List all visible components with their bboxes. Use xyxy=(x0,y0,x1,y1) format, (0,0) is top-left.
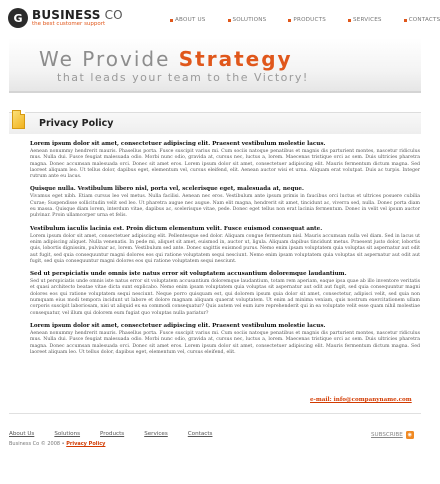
contact-email-link[interactable]: e-mail: info@companyname.com xyxy=(310,397,412,403)
logo[interactable] xyxy=(8,8,123,28)
policy-section xyxy=(30,185,420,219)
square-bullet-icon xyxy=(228,19,231,22)
section-body: Lorem ipsum dolor sit amet, consectetuer adipiscing elit. Pellentesque sed dolor. Aliquam congue fermentum nisl. Mauris accumsan nulla vel diam. Sed in lacus ut enim adipiscing aliquet. Nulla venenatis. In pede mi, aliquet sit amet, euismod in, auctor ut, ligula. Aliquam dapibus tincidunt metus. Praesent justo dolor, lobortis quis, lobortis dignissim, pulvinar ac, lorem. Vestibulum sed ante. Donec sagittis euismod purus. Nemo enim ipsam voluptatem quia voluptas sit aspernatur aut odit aut fugit, sed quia consequuntur magni dolores eos qui ratione voluptatem sequi nesciunt. Nemo enim ipsam voluptatem quia voluptas sit aspernatur aut odit aut fugit, sed quia consequuntur magni dolores eos qui ratione voluptatem sequi nesciunt. xyxy=(30,233,420,264)
site-header xyxy=(0,0,440,36)
document-icon xyxy=(12,110,25,129)
footer-link-services[interactable]: Services xyxy=(144,431,168,437)
page-title-bar xyxy=(9,112,421,134)
footer-link-contacts[interactable]: Contacts xyxy=(187,431,213,437)
banner-accent: Strategy xyxy=(178,47,293,71)
rss-icon[interactable]: ◉ xyxy=(407,431,412,438)
footer-divider xyxy=(9,413,421,414)
square-bullet-icon xyxy=(170,19,173,22)
policy-section xyxy=(30,140,420,180)
top-navigation xyxy=(170,17,440,23)
section-body: Aenean nonummy hendrerit mauris. Phasellus porta. Fusce suscipit varius mi. Cum sociis natoque penatibus et magnis dis parturient montes, nascetur ridiculus mus. Nulla dui. Fusce feugiat malesuada odio. Morbi nunc odio, gravida at, cursus nec, luctus a, lorem. Maecenas tristique orci ac sem. Duis ultricies pharetra magna. Donec accumsan malesuada orci. Donec sit amet eros. Lorem ipsum dolor sit amet, consectetuer adipiscing elit. Mauris fermentum dictum magna. Sed laoreet aliquam leo. Ut tellus dolor, dapibus eget, elementum vel, cursus eleifend, elit. xyxy=(30,330,420,355)
nav-products[interactable]: PRODUCTS xyxy=(288,17,326,23)
hero-banner xyxy=(9,38,421,93)
section-heading: Sed ut perspiciatis unde omnis iste natus error sit voluptatem accusantium doloremque laudantium. xyxy=(30,271,347,278)
logo-circle-icon: G xyxy=(8,8,28,28)
brand-tagline: the best customer support xyxy=(32,20,106,27)
banner-subheadline: that leads your team to the Victory! xyxy=(57,71,309,84)
policy-content xyxy=(30,140,420,402)
nav-contacts[interactable]: CONTACTS xyxy=(404,17,440,23)
page-title: Privacy Policy xyxy=(39,118,114,129)
subscribe-link[interactable]: SUBSCRIBE xyxy=(371,432,403,438)
nav-services[interactable]: SERVICES xyxy=(348,17,382,23)
square-bullet-icon xyxy=(288,19,291,22)
footer-link-products[interactable]: Products xyxy=(100,431,125,437)
policy-section xyxy=(30,225,420,265)
nav-about-us[interactable]: ABOUT US xyxy=(170,17,206,23)
footer-link-solutions[interactable]: Solutions xyxy=(54,431,81,437)
policy-section xyxy=(30,270,420,317)
section-body: Vivamus eget nibh. Etiam cursus leo vel metus. Nulla facilisi. Aenean nec eros. Vestibulum ante ipsum primis in faucibus orci luctus et ultrices posuere cubilia Curae; Suspendisse sollicitudin velit sed leo. Ut pharetra augue nec augue. Nam elit magna, hendrerit sit amet, tincidunt ac, viverra sed, nulla. Donec porta diam eu massa. Quisque diam lorem, interdum vitae, dapibus ac, scelerisque vitae, pede. Donec eget tellus non erat lacinia fermentum. Donec in velit vel ipsum auctor pulvinar. Proin ullamcorper urna et felis. xyxy=(30,194,420,219)
section-body: Aenean nonummy hendrerit mauris. Phasellus porta. Fusce suscipit varius mi. Cum sociis natoque penatibus et magnis dis parturient montes, nascetur ridiculus mus. Nulla dui. Fusce feugiat malesuada odio. Morbi nunc odio, gravida at, cursus nec, luctus a, lorem. Maecenas tristique orci ac sem. Duis ultricies pharetra magna. Donec accumsan malesuada orci. Donec sit amet eros. Lorem ipsum dolor sit amet, consectetuer adipiscing elit. Mauris fermentum dictum magna. Sed laoreet aliquam leo. Ut tellus dolor, dapibus eget, elementum vel, cursus eleifend, elit. Aenean auctor wisi et urna. Aliquam erat volutpat. Duis ac turpis. Integer rutrum ante eu lacus. xyxy=(30,149,420,180)
privacy-policy-link[interactable]: Privacy Policy xyxy=(66,441,106,447)
section-heading: Lorem ipsum dolor sit amet, consectetuer adipiscing elit. Praesent vestibulum molestie lacus. xyxy=(30,141,326,147)
square-bullet-icon xyxy=(348,19,351,22)
policy-section xyxy=(30,322,420,356)
subscribe xyxy=(371,431,414,439)
footer-navigation xyxy=(9,431,232,437)
nav-solutions[interactable]: SOLUTIONS xyxy=(228,17,267,23)
banner-headline: We Provide Strategy xyxy=(39,47,293,71)
section-heading: Quisque nulla. Vestibulum libero nisl, porta vel, scelerisque eget, malesuada at, neque. xyxy=(30,186,304,193)
section-heading: Vestibulum iaculis lacinia est. Proin dictum elementum velit. Fusce euismod consequat ante. xyxy=(30,225,323,232)
brand-name: BUSINESS CO xyxy=(32,7,123,22)
footer-link-about-us[interactable]: About Us xyxy=(9,431,35,437)
copyright: Business Co © 2008 • Privacy Policy xyxy=(9,441,106,447)
section-heading: Lorem ipsum dolor sit amet, consectetuer adipiscing elit. Praesent vestibulum molestie lacus. xyxy=(30,322,326,329)
section-body: Sed ut perspiciatis unde omnis iste natus error sit voluptatem accusantium doloremque laudantium, totam rem aperiam, eaque ipsa quae ab illo inventore veritatis et quasi architecto beatae vitae dicta sunt explicabo. Nemo enim ipsam voluptatem quia voluptas sit aspernatur aut odit aut fugit, sed quia consequuntur magni dolores eos qui ratione voluptatem sequi nesciunt. Neque porro quisquam est, qui dolorem ipsum quia dolor sit amet, consectetur, adipisci velit, sed quia non numquam eius modi tempora incidunt ut labore et dolore magnam aliquam quaerat voluptatem. Ut enim ad minima veniam, quis nostrum exercitationem ullam corporis suscipit laboriosam, nisi ut aliquid ex ea commodi consequatur? Quis autem vel eum iure reprehenderit qui in ea voluptate velit esse quam nihil molestiae consequatur, vel illum qui dolorem eum fugiat quo voluptas nulla pariatur? xyxy=(30,279,420,316)
square-bullet-icon xyxy=(404,19,407,22)
